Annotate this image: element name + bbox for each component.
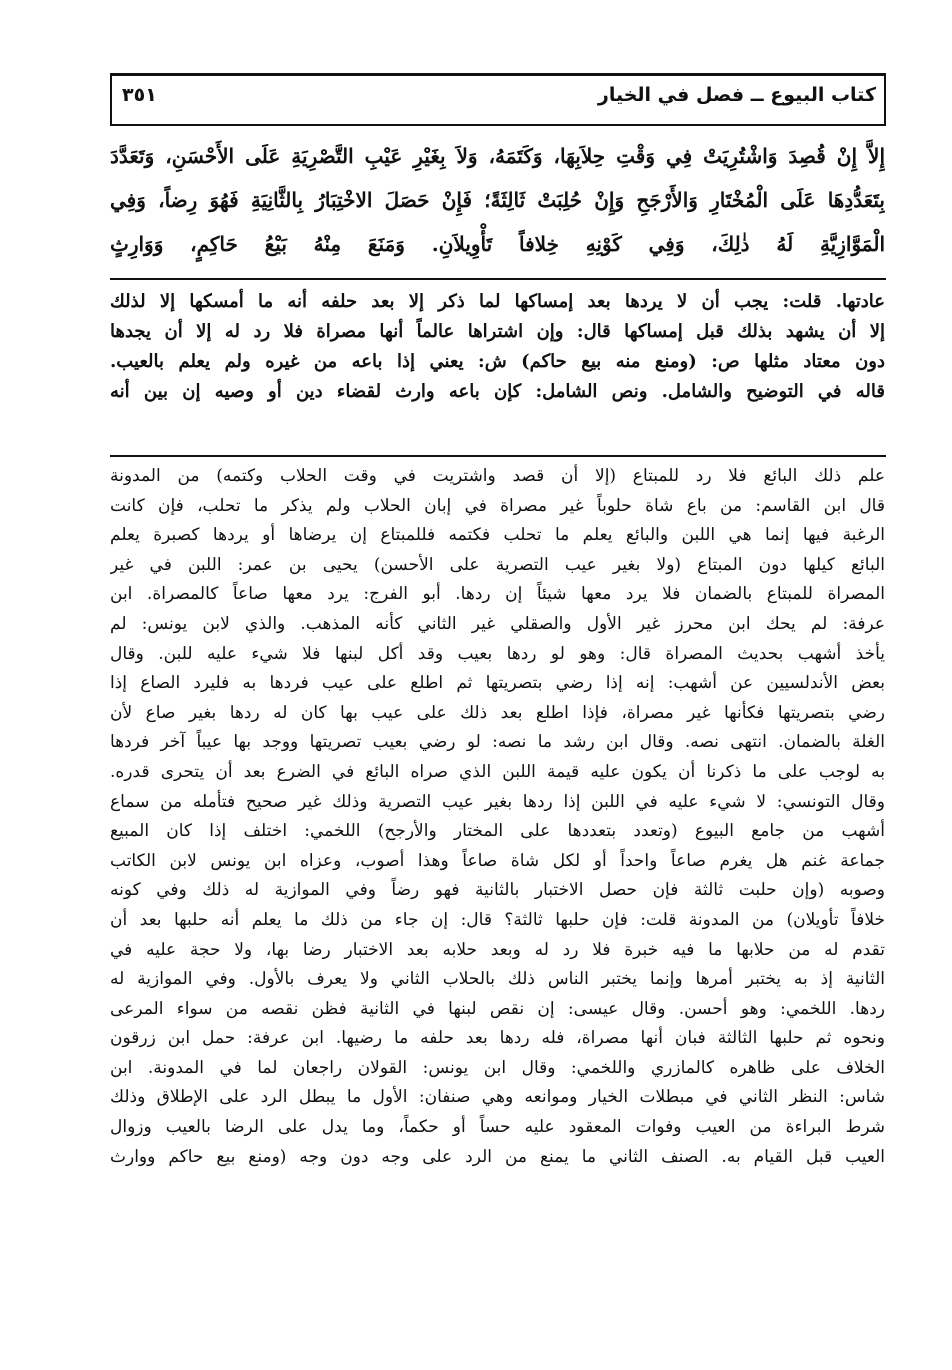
commentary-line: قال ابن القاسم: من باع شاة حلوباً غير مصراة في إبان الحلاب ولم يذكر ما تحلب، فإن كانت	[110, 495, 885, 516]
commentary-line: شاس: النظر الثاني في مبطلات الخيار وموانعه وهي صنفان: الأول ما يبطل الرد على الإطلاق وذلك	[110, 1087, 885, 1108]
commentary-line: عادتها. قلت: يجب أن لا يردها بعد إمساكها لما ذكر إلا بعد حلفه أنه ما أمسكها إلا لذلك	[110, 291, 885, 312]
commentary-line: وقال التونسي: لا شيء عليه في اللبن إذا ردها بغير عيب التصرية وذلك غير صحيح فتأمله من سماع	[110, 791, 885, 812]
main-text-line: بِتَعَدُّدِهَا عَلَى الْمُخْتَارِ وَالأَرْجَحِ وَإِنْ حُلِبَتْ ثَالِثَةً؛ فَإِنْ حَصَلَ الاخْتِبَارُ بِالثَّانِيَةِ فَهُوَ رِضاً، وَفِي	[110, 188, 885, 212]
commentary-line: ونحوه ثم حلبها الثالثة فبان أنها مصراة، فله ردها بعد حلفه ما رضيها. ابن عرفة: حمل ابن زرقون	[110, 1028, 885, 1049]
commentary-line: تقدم له من حلابها ما فيه خبرة فلا رد له وبعد حلابه بعد الاختبار رضا بها، ولا حجة عليه في	[110, 939, 885, 960]
section-divider-2	[110, 455, 886, 457]
header-right-rule	[884, 73, 886, 126]
main-text	[110, 134, 885, 266]
commentary-line: دون معتاد مثلها ص: (ومنع منه بيع حاكم) ش: يعني إذا باعه من غيره ولم يعلم بالعيب.	[110, 351, 885, 372]
commentary-line: علم ذلك البائع فلا رد للمبتاع (إلا أن قصد واشتريت في وقت الحلاب وكتمه) من المدونة	[110, 466, 885, 486]
commentary-line: وصوبه (وإن حلبت ثالثة فإن حصل الاختبار بالثانية فهو رضاً وفي الموازية له ذلك وفي كونه	[110, 880, 885, 901]
commentary-line: بعض الأندلسيين عن أشهب: إنه إذا رضي بتصريتها ثم اطلع على عيب فردها به فليرد الصاع إذا	[110, 673, 885, 694]
commentary-line: البائع كيلها دون المبتاع (ولا بغير عيب التصرية على الأحسن) يحيى بن عمر: اللبن في غير	[110, 554, 885, 575]
section-divider-1	[110, 278, 886, 280]
commentary-line: العيب قبل القيام به. الصنف الثاني ما يمنع من الرد على وجه دون وجه (ومنع بيع حاكم ووارث	[110, 1146, 885, 1167]
commentary-line: أشهب من جامع البيوع (وتعدد بتعددها على المختار والأرجح) اللخمي: اختلف إذا كان المبيع	[110, 821, 885, 842]
page-number: ٣٥١	[122, 84, 157, 106]
commentary-line: الخلاف على ظاهره كالمازري واللخمي: وقال ابن يونس: القولان راجعان لما في المدونة. ابن	[110, 1057, 885, 1078]
commentary-line: عرفة: لم يحك ابن محرز غير الأول والصقلي غير الثاني كأنه المذهب. والذي لابن يونس: لم	[110, 613, 885, 634]
main-text-line: إِلاَّ إِنْ قُصِدَ وَاشْتُرِيَتْ فِي وَقْتِ حِلاَبِهَا، وَكَتَمَهُ، وَلاَ بِغَيْرِ عَيْبِ التَّصْرِيَةِ عَلَى الأَحْسَنِ، وَتَعَدَّدَ	[110, 144, 885, 168]
commentary-line: شرط البراءة من العيب وفوات المعقود عليه حساً أو حكماً، وما يدل على الرضا بالعيب وزوال	[110, 1117, 885, 1138]
commentary-line: الرغبة فيها إنما هي اللبن والبائع يعلم ما تحلب فكتمه فللمبتاع إن يرضاها أو يردها كصبرة يعلم	[110, 525, 885, 546]
main-text-line: الْمَوَّازِيَّةِ لَهُ ذٰلِكَ، وَفِي كَوْنِهِ خِلافاً تَأْوِيلاَنِ. وَمَنَعَ مِنْهُ بَيْعُ حَاكِمٍ، وَوَارِثٍ	[110, 232, 885, 256]
commentary-line: جماعة غنم هل يغرم صاعاً واحداً أو لكل شاة صاعاً وهذا أصوب، وعزاه ابن يونس لابن الكاتب	[110, 850, 885, 871]
header-top-rule	[110, 73, 886, 76]
header-bottom-rule	[110, 124, 886, 126]
commentary-line: به لوجب على ما ذكرنا أن يكون عليه قيمة اللبن الذي صراه البائع في الضرع بعد أن يتحرى قدره.	[110, 761, 885, 782]
commentary-bottom	[110, 462, 885, 1172]
commentary-line: ردها. اللخمي: وهو أحسن. وقال عيسى: إن نقص لبنها في الثانية فظن نقصه من سواء المرعى	[110, 998, 885, 1019]
commentary-line: المصراة للمبتاع بالضمان فلا يرد معها شيئاً إن ردها. أبو الفرج: يرد معها صاعاً كالمصراة. ابن	[110, 584, 885, 605]
commentary-top	[110, 287, 885, 407]
commentary-line: خلافاً تأويلان) من المدونة قلت: فإن حلبها ثالثة؟ قال: إن جاء من ذلك ما يعلم أنه حلبها بعد أن	[110, 909, 885, 930]
commentary-line: رضي بتصريتها فكأنها غير مصراة، فإذا اطلع بعد ذلك على عيب بها كان له ردها بغير صاع لأن	[110, 702, 885, 723]
commentary-line: الثانية إذ به يختبر أمرها وإنما يختبر الناس ذلك بالحلاب الثاني ولا يعرف بالأول. وفي الموازية له	[110, 969, 885, 990]
commentary-line: إلا أن يشهد بذلك قبل إمساكها قال: وإن اشتراها عالماً أنها مصراة فلا رد له إلا أن يجدها	[110, 321, 885, 342]
commentary-line: قاله في التوضيح والشامل. ونص الشامل: كإن باعه وارث لقضاء دين أو وصيه إن بين أنه	[110, 381, 885, 402]
commentary-line: الغلة بالضمان. انتهى نصه. وقال ابن رشد ما نصه: لو رضي بعيب تصريتها ووجد بها عيباً آخر فردها	[110, 732, 885, 753]
page-header	[112, 78, 882, 122]
chapter-title: كتاب البيوع ــ فصل في الخيار	[597, 84, 876, 106]
commentary-line: يأخذ أشهب بحديث المصراة قال: وهو لو ردها بعيب وقد أكل لبنها فلا شيء عليه للبن. وقال	[110, 643, 885, 664]
